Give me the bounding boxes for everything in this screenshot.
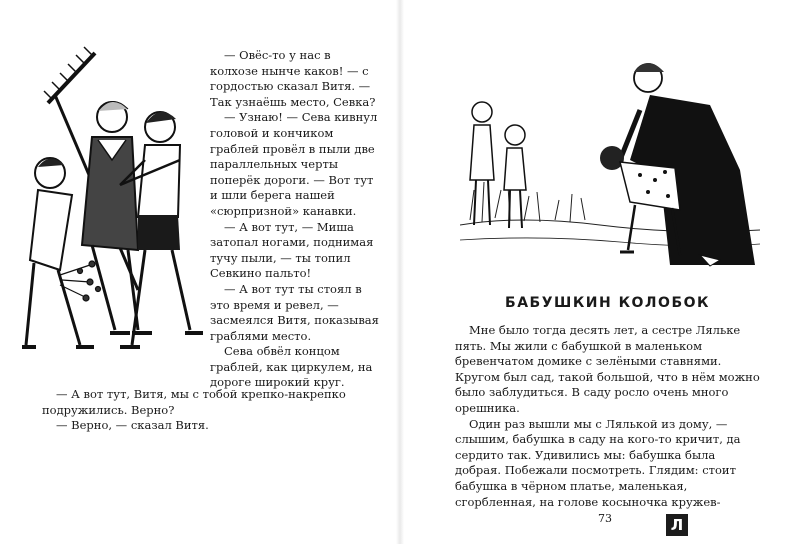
labirint-logo-icon: Л (666, 514, 688, 536)
paragraph: — А вот тут ты стоял в это время и ревел, — засмеялся Витя, показывая граблями место. (210, 281, 379, 343)
paragraph: Сева обвёл концом граблей, как циркулем, на дороге широкий круг. (210, 344, 373, 390)
paragraph: — Овёс-то у нас в колхозе нынче каков! — с гордостью сказал Витя. — Так узнаёшь место, Севка? (210, 48, 376, 109)
paragraph: — Верно, — сказал Витя. (56, 418, 209, 433)
paragraph: — А вот тут, Витя, мы с тобой крепко-накрепко подружились. Верно? (42, 387, 346, 417)
chapter-title: БАБУШКИН КОЛОБОК (505, 295, 710, 311)
paragraph: — А вот тут, — Миша затопал ногами, поднимая тучу пыли, — ты топил Севкино пальто! (210, 219, 374, 281)
left-wide-text-column (42, 387, 382, 434)
paragraph: Мне было тогда десять лет, а сестре Ляльке пять. Мы жили с бабушкой в маленьком бревенчатом домике с зелёными ставнями. Кругом был сад, такой большой, что в нём можно было заблудиться. В саду росло очень много орешника. (455, 323, 760, 415)
left-narrow-text-column (210, 48, 380, 391)
illustration-grandmother-and-children (460, 50, 760, 280)
right-text-column (455, 323, 760, 510)
illustration-boys-with-rake (20, 45, 205, 370)
book-gutter (396, 0, 404, 544)
page-number: 73 (598, 512, 612, 525)
paragraph: Один раз вышли мы с Лялькой из дому, — слышим, бабушка в саду на кого-то кричит, да сердито так. Удивились мы: бабушка была добрая. Побежали посмотреть. Глядим: стоит бабушка в чёрном платье, маленькая, сгорбленная, на голове косыночка кружев- (455, 416, 741, 509)
paragraph: — Узнаю! — Сева кивнул головой и кончиком граблей провёл в пыли две параллельных черты поперёк дороги. — Вот тут и шли берега нашей «сюрпризной» канавки. (210, 110, 378, 218)
